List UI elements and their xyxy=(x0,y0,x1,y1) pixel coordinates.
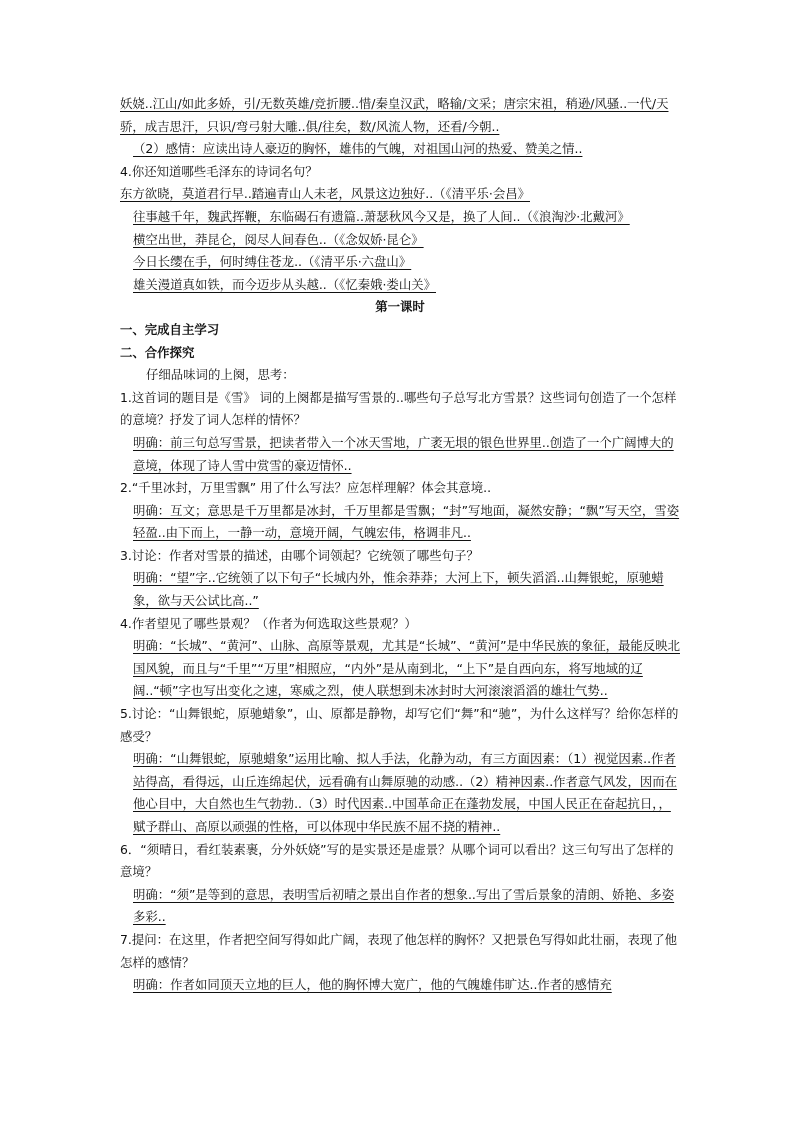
answer: 明确：“长城”、“黄河”、山脉、高原等景观，尤其是“长城”、“黄河”是中华民族的象征，最能反映北国风貌，而且与“千里”“万里”相照应，“内外”是从南到北，“上下”是自西向东，将写地域的辽阔..“顿”字也写出变化之速，寒威之烈，使人联想到未冰封时大河滚滚滔滔的雄壮气势.. xyxy=(133,638,680,699)
answer: 明确：前三句总写雪景，把读者带入一个冰天雪地，广袤无垠的银色世界里..创造了一个广阔博大的意境，体现了诗人雪中赏雪的豪迈情怀.. xyxy=(133,434,674,473)
lesson-title: 第一课时 xyxy=(375,299,425,315)
question: 5.讨论：“山舞银蛇，原驰蜡象”，山、原都是静物，却写它们“舞”和“驰”，为什么这样写？给你怎样的感受？ xyxy=(120,706,679,744)
poem-quote: 东方欲晓，莫道君行早..踏遍青山人未老，风景这边独好..（《清平乐·会昌》 xyxy=(120,186,530,202)
answer: 明确：作者如同顶天立地的巨人，他的胸怀博大宽广，他的气魄雄伟旷达..作者的感情充 xyxy=(133,977,612,993)
question: 6．“须晴日，看红装素裹，分外妖娆”写的是实景还是虚景？从哪个词可以看出？这三句写出了怎样的意境？ xyxy=(120,841,674,880)
question: 1.这首词的题目是《雪》 词的上阕都是描写雪景的..哪些句子总写北方雪景？这些词句创造了一个怎样的意境？抒发了词人怎样的情怀？ xyxy=(120,389,677,428)
poem-quote: 横空出世，莽昆仑，阅尽人间春色..（《念奴娇·昆仑》 xyxy=(133,231,424,247)
question: 3.讨论：作者对雪景的描述，由哪个词领起？它统领了哪些句子？ xyxy=(120,547,479,563)
section-heading: 二、合作探究 xyxy=(120,344,195,360)
poem-quote: 今日长缨在手，何时缚住苍龙..（《清平乐·六盘山》 xyxy=(133,254,412,270)
question: 2.“千里冰封，万里雪飘” 用了什么写法？应怎样理解？体会其意境.. xyxy=(120,480,492,496)
answer: 明确：“山舞银蛇，原驰蜡象”运用比喻、拟人手法，化静为动，有三方面因素：（1）视觉因素..作者站得高，看得远，山丘连绵起伏，远看确有山舞原驰的动感..（2）精神因素..作者意气风发，因而在他心目中，大自然也生气勃勃..（3）时代因素..中国革命正在蓬勃发展，中国人民正在奋起抗日，，赋予群山、高原以顽强的性格，可以体现中华民族不屈不挠的精神.. xyxy=(133,751,678,834)
answer: 明确：“望”字..它统领了以下句子“长城内外，惟余莽莽；大河上下，顿失滔滔..山舞银蛇，原驰蜡象，欲与天公试比高..” xyxy=(133,570,664,609)
document-page xyxy=(120,93,680,997)
text-line: （2）感情：应读出诗人豪迈的胸怀，雄伟的气魄，对祖国山河的热爱、赞美之情.. xyxy=(133,141,583,157)
text-line: 妖娆..江山/如此多娇，引/无数英雄/竞折腰..惜/秦皇汉武，略输/文采；唐宗宋祖，稍逊/风骚..一代/天骄，成吉思汗，只识/弯弓射大雕..俱/往矣，数/风流人物，还看/今朝.. xyxy=(120,96,669,134)
question: 4.作者望见了哪些景观？（作者为何选取这些景观？） xyxy=(120,615,417,631)
instruction: 仔细品味词的上阕，思考： xyxy=(146,367,295,383)
question-4: 4.你还知道哪些毛泽东的诗词名句？ xyxy=(120,163,318,179)
answer: 明确：“须”是等到的意思，表明雪后初晴之景出自作者的想象..写出了雪后景象的清朗、娇艳、多姿多彩.. xyxy=(133,886,675,925)
question: 7.提问：在这里，作者把空间写得如此广阔，表现了他怎样的胸怀？又把景色写得如此壮丽，表现了他怎样的感情？ xyxy=(120,931,678,970)
poem-quote: 雄关漫道真如铁，而今迈步从头越..（《忆秦娥·娄山关》 xyxy=(133,276,436,292)
section-heading: 一、完成自主学习 xyxy=(120,321,220,337)
poem-quote: 往事越千年，魏武挥鞭，东临碣石有遗篇..萧瑟秋风今又是，换了人间..（《浪淘沙·北戴河》 xyxy=(133,208,630,224)
answer: 明确：互文；意思是千万里都是冰封，千万里都是雪飘；“封”写地面，凝然安静；“飘”写天空，雪姿轻盈..由下而上，一静一动，意境开阔，气魄宏伟，格调非凡.. xyxy=(133,502,680,541)
